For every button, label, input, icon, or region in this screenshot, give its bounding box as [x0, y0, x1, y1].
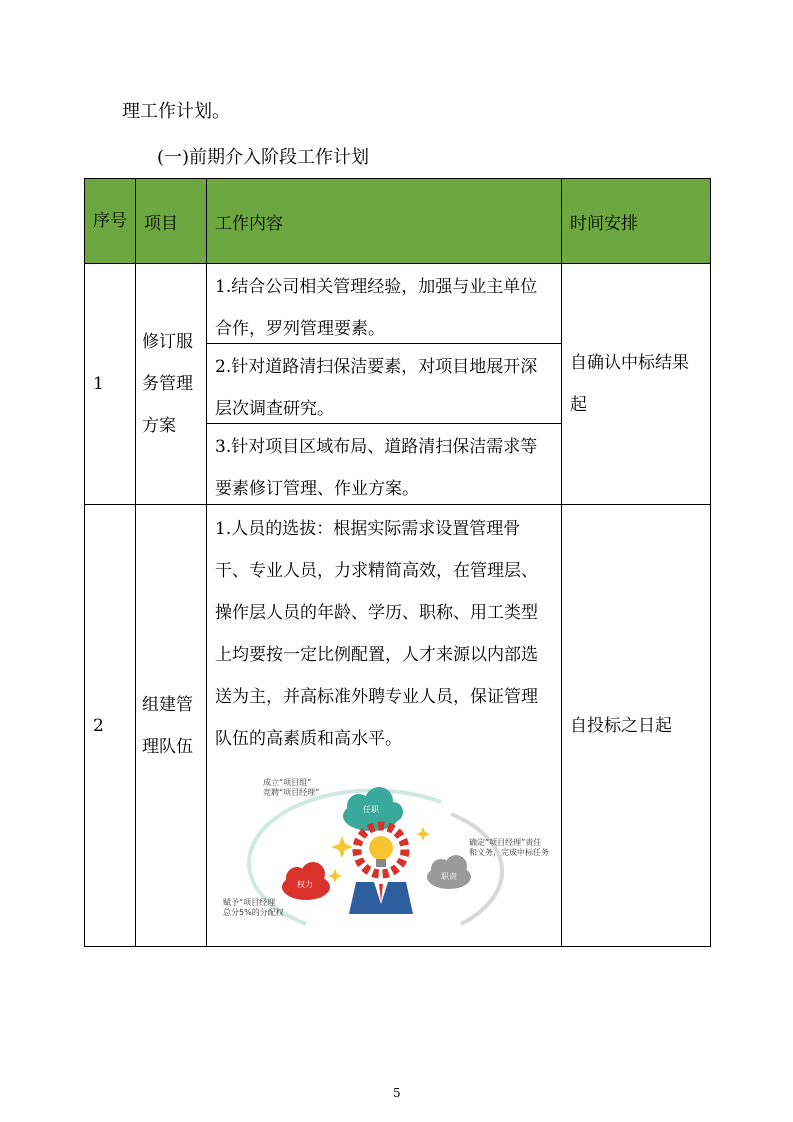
row-2-content: [207, 505, 562, 947]
diagram-bottom-left-text: 赋予“项目经理 总分5%的分配权: [223, 898, 284, 917]
row-1-time: 自确认中标结果起: [562, 264, 711, 505]
row-1-seq: 1: [85, 264, 136, 505]
table-row: [85, 264, 711, 505]
diagram-right-cloud-label: 职责: [441, 872, 457, 881]
row-2-item: 组建管理队伍: [136, 505, 207, 947]
section-title: (一)前期介入阶段工作计划: [157, 147, 370, 168]
row-2-seq: 2: [85, 505, 136, 947]
row-1-content-2: 2.针对道路清扫保洁要素，对项目地展开深层次调查研究。: [207, 344, 561, 424]
table-row: [85, 505, 711, 947]
project-manager-diagram: [211, 774, 551, 946]
header-time: 时间安排: [562, 179, 711, 264]
row-1-item: 修订服务管理方案: [136, 264, 207, 505]
row-1-content-3: 3.针对项目区域布局、道路清扫保洁需求等要素修订管理、作业方案。: [215, 437, 538, 499]
businessman-icon: [349, 882, 413, 914]
header-content: 工作内容: [207, 179, 562, 264]
page-number: 5: [393, 1086, 401, 1100]
diagram-left-cloud-label: 权力: [297, 880, 313, 889]
row-2-time: 自投标之日起: [562, 505, 711, 947]
diagram-top-left-text: 成立“项目组” 竞聘“项目经理”: [263, 778, 320, 797]
header-item: 项目: [136, 179, 207, 264]
header-seq: 序号: [85, 179, 136, 264]
diagram-graphic: [211, 774, 551, 946]
row-1-content: [207, 264, 562, 505]
row-1-content-1: 1.结合公司相关管理经验，加强与业主单位合作，罗列管理要素。: [207, 264, 561, 344]
heading-continuation: 理工作计划。: [122, 101, 230, 122]
diagram-right-text: 确定“项目经理”责任 和义务，完成中标任务: [469, 838, 549, 857]
work-plan-table: [84, 178, 711, 947]
lightbulb-icon: [369, 836, 393, 867]
diagram-top-cloud-label: 任职: [363, 805, 379, 814]
table-header-row: [85, 179, 711, 264]
row-2-content-text: 1.人员的选拔：根据实际需求设置管理骨干、专业人员，力求精简高效，在管理层、操作层人员的年龄、学历、职称、用工类型上均要按一定比例配置，人才来源以内部选送为主，并高标准外聘专业人员，保证管理队伍的高素质和高水平。: [215, 519, 538, 749]
